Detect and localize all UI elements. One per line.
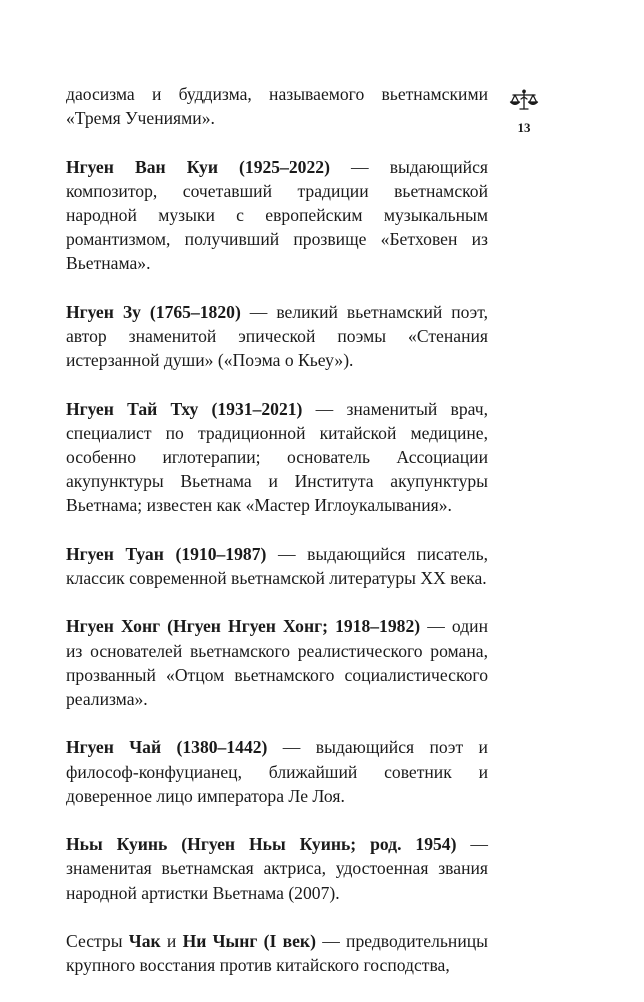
paragraph: [66, 929, 488, 977]
entry-name: Нгуен Чай (1380–1442): [66, 737, 268, 758]
entry-text: — один из основателей вьетнамского реалистического романа, прозванный «Отцом вьетнамского социалистического реализма».: [66, 616, 488, 709]
paragraph: [66, 82, 488, 130]
entry-name: Нгуен Ван Куи (1925–2022): [66, 156, 330, 177]
paragraph: [66, 735, 488, 808]
body-text: [66, 82, 488, 1002]
entry-text: — выдающийся писатель, классик современной вьетнамской литературы XX века.: [66, 543, 489, 588]
paragraph: [66, 397, 488, 518]
scales-icon: [509, 88, 539, 112]
entry-text: даосизма и буддизма, называемого вьетнамскими «Тремя Учениями».: [66, 84, 488, 129]
page-number: 13: [517, 120, 531, 135]
entry-name: Чак: [128, 930, 161, 951]
entry-text: — великий вьетнамский поэт, автор знаменитой эпической поэмы «Стенания истерзанной души» («Поэма о Кьеу»).: [66, 301, 488, 371]
entry-text: — выдающийся поэт и философ-конфуцианец, ближайший советник и доверенное лицо императора Ле Лоя.: [66, 737, 488, 806]
entry-text: — предводительницы крупного восстания против китайского господства,: [66, 930, 488, 976]
paragraph: [66, 155, 488, 276]
entry-text: — выдающийся композитор, сочетавший традиции вьетнамской народной музыки с европейским музыкальным романтизмом, получивший прозвище «Бетховен из Вьетнама».: [66, 156, 489, 274]
entry-text: и: [160, 930, 183, 951]
entry-name: Нгуен Зу (1765–1820): [66, 301, 241, 322]
paragraph: [66, 832, 488, 905]
entry-name: Нгуен Туан (1910–1987): [66, 543, 267, 564]
entry-name: Нгуен Тай Тху (1931–2021): [66, 398, 303, 419]
paragraph: [66, 300, 488, 373]
entry-name: Ни Чынг (I век): [182, 930, 316, 951]
entry-name: Нгуен Хонг (Нгуен Нгуен Хонг; 1918–1982): [66, 616, 421, 637]
entry-text: Сестры: [66, 930, 129, 951]
entry-name: Ньы Куинь (Нгуен Ньы Куинь; род. 1954): [66, 834, 457, 855]
paragraph: [66, 542, 488, 590]
page-margin-mark: [506, 88, 542, 136]
paragraph: [66, 614, 488, 711]
entry-text: — знаменитый врач, специалист по традиционной китайской медицине, особенно иглотерапии; основатель Ассоциации акупунктуры Вьетнама и Института акупунктуры Вьетнама; известен как «Мастер Иглоукалывания».: [66, 398, 488, 516]
entry-text: — знаменитая вьетнамская актриса, удостоенная звания народной артистки Вьетнама (2007).: [66, 834, 488, 903]
